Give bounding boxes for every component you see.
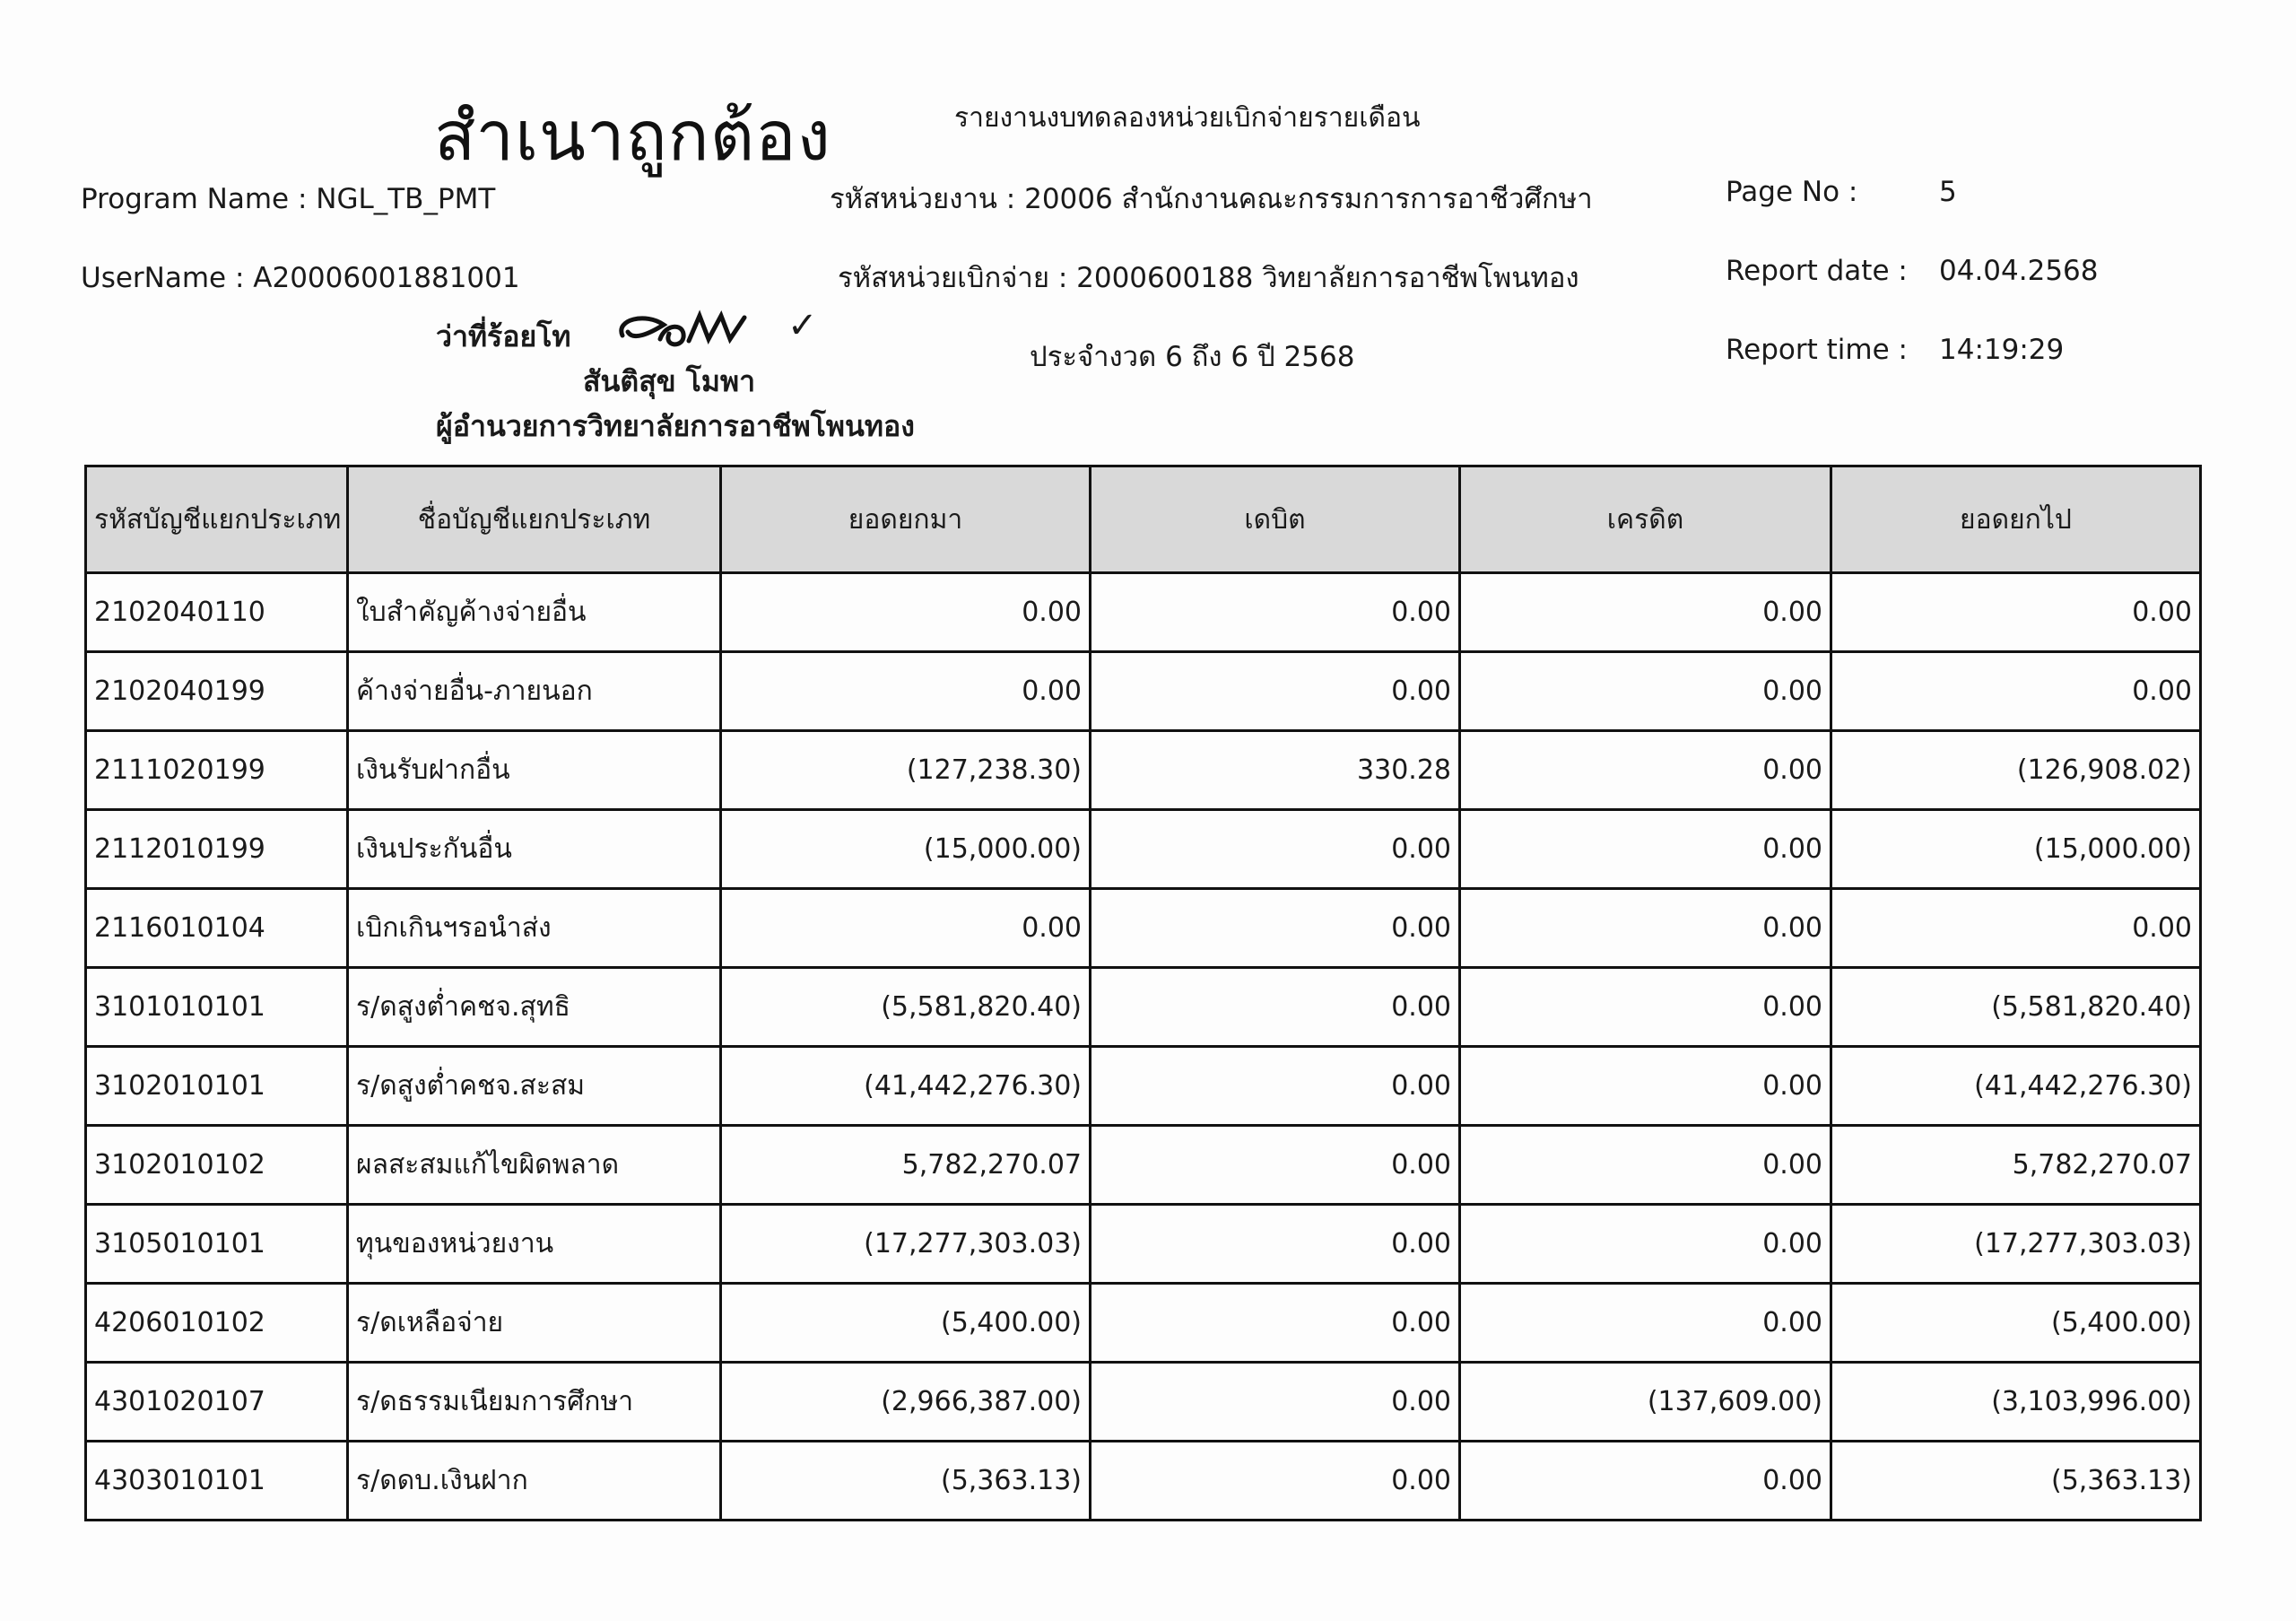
report-date-label: Report date :	[1726, 255, 1908, 287]
credit: 0.00	[1460, 731, 1831, 810]
signer-name: สันติสุข โมพา	[583, 364, 756, 398]
account-name: ใบสำคัญค้างจ่ายอื่น	[348, 573, 721, 652]
check-mark-icon: ✓	[787, 305, 818, 346]
brought-forward: (15,000.00)	[721, 810, 1091, 889]
credit: 0.00	[1460, 810, 1831, 889]
report-title: รายงานงบทดลองหน่วยเบิกจ่ายรายเดือน	[954, 102, 1421, 134]
column-header-brought-forward: ยอดยกมา	[721, 466, 1091, 573]
table-row	[86, 1205, 2201, 1284]
brought-forward: (41,442,276.30)	[721, 1047, 1091, 1126]
disbursing-unit: รหัสหน่วยเบิกจ่าย : 2000600188 วิทยาลัยการอาชีพโพนทอง	[838, 262, 1579, 294]
column-header-carried-forward: ยอดยกไป	[1831, 466, 2201, 573]
account-code: 3105010101	[86, 1205, 348, 1284]
account-name: เบิกเกินฯรอนำส่ง	[348, 889, 721, 968]
table-row	[86, 968, 2201, 1047]
brought-forward: (17,277,303.03)	[721, 1205, 1091, 1284]
table-row	[86, 1126, 2201, 1205]
table-row	[86, 889, 2201, 968]
table-row	[86, 1363, 2201, 1442]
account-code: 2116010104	[86, 889, 348, 968]
agency-code: รหัสหน่วยงาน : 20006 สำนักงานคณะกรรมการการอาชีวศึกษา	[830, 183, 1593, 215]
credit: 0.00	[1460, 968, 1831, 1047]
brought-forward: (2,966,387.00)	[721, 1363, 1091, 1442]
account-name: เงินประกันอื่น	[348, 810, 721, 889]
page-number-value: 5	[1939, 176, 1957, 208]
credit: 0.00	[1460, 1205, 1831, 1284]
account-code: 4206010102	[86, 1284, 348, 1363]
account-name: ร/ดเหลือจ่าย	[348, 1284, 721, 1363]
carried-forward: (126,908.02)	[1831, 731, 2201, 810]
account-code: 2102040110	[86, 573, 348, 652]
account-code: 4303010101	[86, 1442, 348, 1521]
brought-forward: 0.00	[721, 889, 1091, 968]
brought-forward: 5,782,270.07	[721, 1126, 1091, 1205]
account-name: ร/ดสูงต่ำคชจ.สุทธิ	[348, 968, 721, 1047]
debit: 0.00	[1091, 889, 1460, 968]
certified-copy-stamp: สำเนาถูกต้อง	[434, 96, 831, 176]
brought-forward: 0.00	[721, 652, 1091, 731]
column-header-account-name: ชื่อบัญชีแยกประเภท	[348, 466, 721, 573]
debit: 0.00	[1091, 1205, 1460, 1284]
carried-forward: (3,103,996.00)	[1831, 1363, 2201, 1442]
table-row	[86, 1442, 2201, 1521]
debit: 330.28	[1091, 731, 1460, 810]
carried-forward: 0.00	[1831, 573, 2201, 652]
carried-forward: (15,000.00)	[1831, 810, 2201, 889]
table-row	[86, 731, 2201, 810]
account-name: ค้างจ่ายอื่น-ภายนอก	[348, 652, 721, 731]
credit: 0.00	[1460, 652, 1831, 731]
column-header-credit: เครดิต	[1460, 466, 1831, 573]
debit: 0.00	[1091, 1047, 1460, 1126]
signer-title: ผู้อำนวยการวิทยาลัยการอาชีพโพนทอง	[436, 409, 915, 443]
account-code: 3102010102	[86, 1126, 348, 1205]
brought-forward: (127,238.30)	[721, 731, 1091, 810]
table-row	[86, 652, 2201, 731]
debit: 0.00	[1091, 573, 1460, 652]
carried-forward: (5,363.13)	[1831, 1442, 2201, 1521]
credit: (137,609.00)	[1460, 1363, 1831, 1442]
account-name: ทุนของหน่วยงาน	[348, 1205, 721, 1284]
debit: 0.00	[1091, 1126, 1460, 1205]
brought-forward: (5,400.00)	[721, 1284, 1091, 1363]
credit: 0.00	[1460, 573, 1831, 652]
signer-rank: ว่าที่ร้อยโท	[436, 319, 571, 353]
handwritten-signature	[610, 303, 762, 361]
account-code: 3102010101	[86, 1047, 348, 1126]
page-number-label: Page No :	[1726, 176, 1858, 208]
debit: 0.00	[1091, 810, 1460, 889]
account-name: ร/ดธรรมเนียมการศึกษา	[348, 1363, 721, 1442]
debit: 0.00	[1091, 968, 1460, 1047]
debit: 0.00	[1091, 1442, 1460, 1521]
column-header-debit: เดบิต	[1091, 466, 1460, 573]
carried-forward: 5,782,270.07	[1831, 1126, 2201, 1205]
account-code: 3101010101	[86, 968, 348, 1047]
user-name: UserName : A20006001881001	[81, 262, 520, 294]
account-code: 4301020107	[86, 1363, 348, 1442]
brought-forward: 0.00	[721, 573, 1091, 652]
debit: 0.00	[1091, 1363, 1460, 1442]
table-header-row	[86, 466, 2201, 573]
program-name: Program Name : NGL_TB_PMT	[81, 183, 496, 215]
account-name: เงินรับฝากอื่น	[348, 731, 721, 810]
brought-forward: (5,363.13)	[721, 1442, 1091, 1521]
debit: 0.00	[1091, 1284, 1460, 1363]
credit: 0.00	[1460, 889, 1831, 968]
account-code: 2111020199	[86, 731, 348, 810]
account-code: 2102040199	[86, 652, 348, 731]
carried-forward: (41,442,276.30)	[1831, 1047, 2201, 1126]
report-time-value: 14:19:29	[1939, 334, 2065, 366]
credit: 0.00	[1460, 1126, 1831, 1205]
carried-forward: 0.00	[1831, 652, 2201, 731]
table-row	[86, 1047, 2201, 1126]
column-header-account-code: รหัสบัญชีแยกประเภท	[86, 466, 348, 573]
credit: 0.00	[1460, 1442, 1831, 1521]
carried-forward: 0.00	[1831, 889, 2201, 968]
trial-balance-table	[84, 465, 2202, 1521]
credit: 0.00	[1460, 1284, 1831, 1363]
credit: 0.00	[1460, 1047, 1831, 1126]
carried-forward: (5,581,820.40)	[1831, 968, 2201, 1047]
account-name: ร/ดดบ.เงินฝาก	[348, 1442, 721, 1521]
report-date-value: 04.04.2568	[1939, 255, 2099, 287]
account-code: 2112010199	[86, 810, 348, 889]
report-time-label: Report time :	[1726, 334, 1908, 366]
brought-forward: (5,581,820.40)	[721, 968, 1091, 1047]
table-row	[86, 1284, 2201, 1363]
debit: 0.00	[1091, 652, 1460, 731]
table-row	[86, 810, 2201, 889]
carried-forward: (5,400.00)	[1831, 1284, 2201, 1363]
report-period: ประจำงวด 6 ถึง 6 ปี 2568	[1030, 341, 1355, 373]
account-name: ร/ดสูงต่ำคชจ.สะสม	[348, 1047, 721, 1126]
carried-forward: (17,277,303.03)	[1831, 1205, 2201, 1284]
account-name: ผลสะสมแก้ไขผิดพลาด	[348, 1126, 721, 1205]
table-row	[86, 573, 2201, 652]
